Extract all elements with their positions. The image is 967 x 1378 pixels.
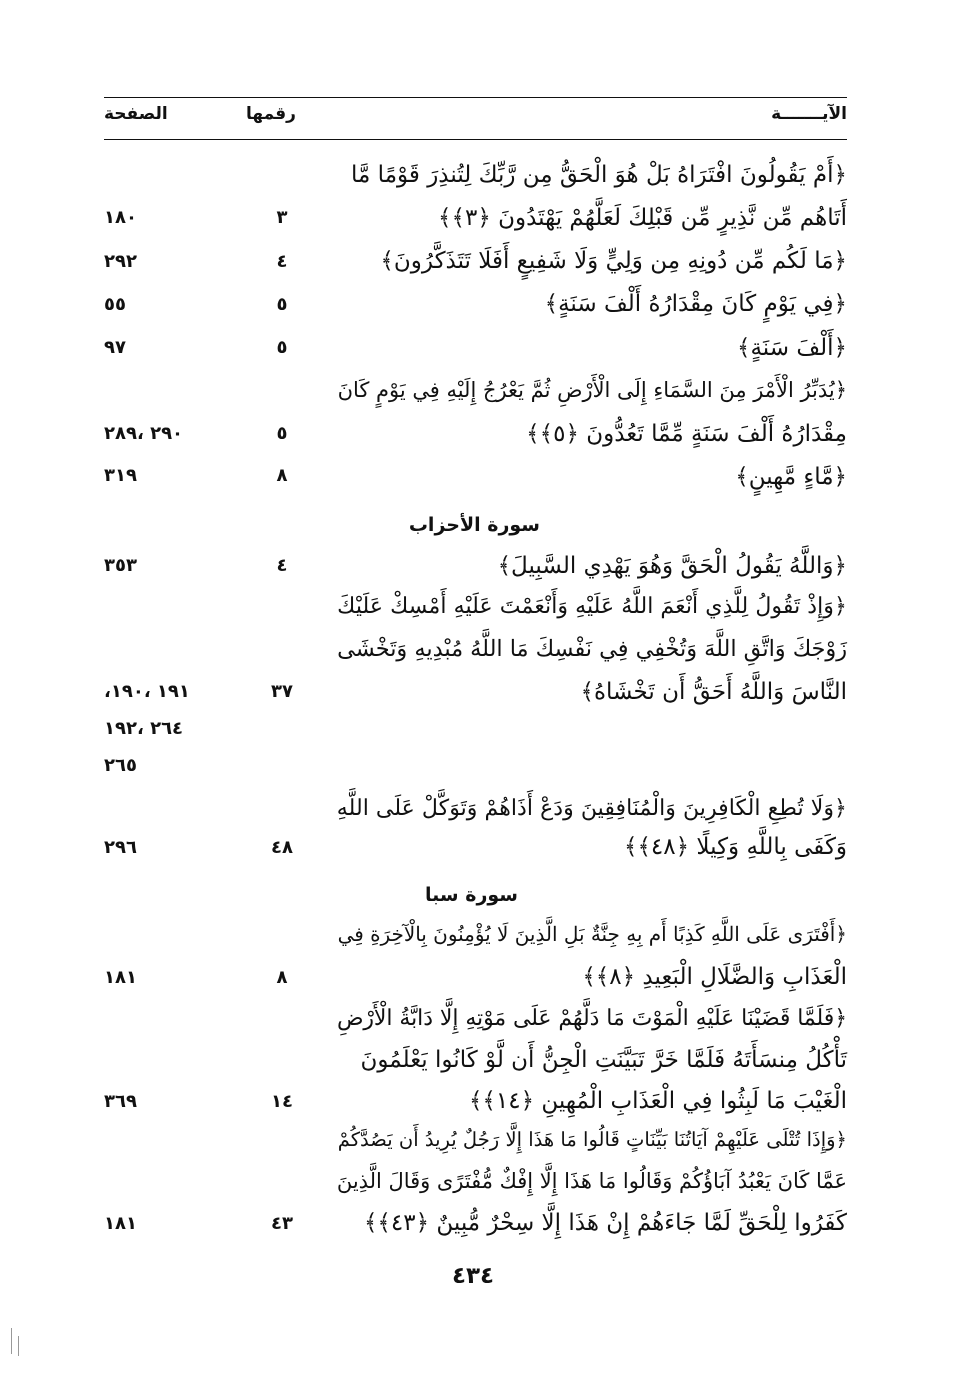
verse-line: ﴿أَمْ يَقُولُونَ افْتَرَاهُ بَلْ هُوَ الْحَقُّ مِن رَّبِّكَ لِتُنذِرَ قَوْمًا مَّا <box>351 162 847 188</box>
surah-heading: سورة سبا <box>425 884 518 906</box>
verse-line: ﴿فَلَمَّا قَضَيْنَا عَلَيْهِ الْمَوْتَ مَا دَلَّهُمْ عَلَى مَوْتِهِ إِلَّا دَابَّةُ الْأَرْضِ <box>336 1006 847 1031</box>
surah-heading: سورة الأحزاب <box>408 514 540 536</box>
page-ref: ٢٦٤ ،١٩٢ <box>104 718 184 739</box>
scan-mark <box>18 1336 19 1356</box>
verse-line: وَكَفَى بِاللَّهِ وَكِيلًا ﴿٤٨﴾﴾ <box>623 834 847 860</box>
page-ref: ١٨٠ <box>104 207 137 228</box>
verse-line: ﴿فِي يَوْمٍ كَانَ مِقْدَارُهُ أَلْفَ سَنَةٍ﴾ <box>544 291 847 317</box>
page-ref: ١٩١ ،١٩٠، <box>104 681 190 702</box>
verse-line: زَوْجَكَ وَاتَّقِ اللَّهَ وَتُخْفِي فِي نَفْسِكَ مَا اللَّهُ مُبْدِيهِ وَتَخْشَى <box>337 636 847 662</box>
verse-line: عَمَّا كَانَ يَعْبُدُ آبَاؤُكُمْ وَقَالُوا مَا هَذَا إِلَّا إِفْكٌ مُّفْتَرًى وَقَالَ الَّذِينَ <box>336 1169 847 1193</box>
ayah-number: ٤٣ <box>271 1213 293 1234</box>
header-page: الصفحة <box>104 104 168 124</box>
verse-line: الْغَيْبَ مَا لَبِثُوا فِي الْعَذَابِ الْمُهِينِ ﴿١٤﴾﴾ <box>468 1088 847 1114</box>
page-ref: ٥٥ <box>104 294 126 315</box>
verse-line: تَأْكُلُ مِنسَأَتَهُ فَلَمَّا خَرَّ تَبَيَّنَتِ الْجِنُّ أَن لَّوْ كَانُوا يَعْلَمُونَ <box>360 1047 847 1073</box>
verse-line: أَتَاهُم مِّن نَّذِيرٍ مِّن قَبْلِكَ لَعَلَّهُمْ يَهْتَدُونَ ﴿٣﴾﴾ <box>438 205 847 231</box>
verse-line: ﴿يُدَبِّرُ الْأَمْرَ مِنَ السَّمَاءِ إِلَى الْأَرْضِ ثُمَّ يَعْرُجُ إِلَيْهِ فِي يَوْمٍ كَانَ <box>337 378 847 402</box>
verse-line: ﴿وَلَا تُطِعِ الْكَافِرِينَ وَالْمُنَافِقِينَ وَدَعْ أَذَاهُمْ وَتَوَكَّلْ عَلَى اللَّهِ <box>336 795 847 821</box>
verse-line: ﴿وَإِذْ تَقُولُ لِلَّذِي أَنْعَمَ اللَّهُ عَلَيْهِ وَأَنْعَمْتَ عَلَيْهِ أَمْسِكْ عَلَيْكَ <box>337 593 847 619</box>
ayah-number: ٣٧ <box>271 681 293 702</box>
ayah-number: ٥ <box>276 423 288 444</box>
page-ref: ٢٩٦ <box>104 837 137 858</box>
ayah-number: ٥ <box>276 294 288 315</box>
verse-line: النَّاسَ وَاللَّهُ أَحَقُّ أَن تَخْشَاهُ﴾ <box>580 679 847 705</box>
verse-line: الْعَذَابِ وَالضَّلَالِ الْبَعِيدِ ﴿٨﴾﴾ <box>582 964 847 990</box>
ayah-number: ٤٨ <box>271 837 293 858</box>
page-ref: ١٨١ <box>104 967 137 988</box>
page-ref: ٣٥٣ <box>104 555 137 576</box>
ayah-number: ٥ <box>276 337 288 358</box>
page-ref: ٢٦٥ <box>104 755 137 776</box>
page-ref: ٣٦٩ <box>104 1091 137 1112</box>
ayah-number: ١٤ <box>271 1091 293 1112</box>
page-ref: ٢٩٢ <box>104 251 137 272</box>
scan-mark <box>11 1328 12 1354</box>
ayah-number: ٤ <box>276 555 288 576</box>
verse-line: ﴿مَا لَكُم مِّن دُونِهِ مِن وَلِيٍّ وَلَا شَفِيعٍ أَفَلَا تَتَذَكَّرُونَ﴾ <box>380 248 847 274</box>
verse-line: كَفَرُوا لِلْحَقِّ لَمَّا جَاءَهُمْ إِنْ هَذَا إِلَّا سِحْرٌ مُّبِينٌ ﴿٤٣﴾﴾ <box>363 1210 847 1236</box>
page-ref: ٢٩٠ ،٢٨٩ <box>104 423 184 444</box>
ayah-number: ٣ <box>276 207 288 228</box>
header-number: رقمها <box>246 104 296 124</box>
verse-line: مِقْدَارُهُ أَلْفَ سَنَةٍ مِّمَّا تَعُدُّونَ ﴿٥﴾﴾ <box>526 421 847 447</box>
page-number: ٤٣٤ <box>451 1263 495 1289</box>
header-rule <box>104 139 847 140</box>
page-ref: ٩٧ <box>104 337 126 358</box>
ayah-number: ٨ <box>276 465 288 486</box>
verse-line: ﴿أَفْتَرَى عَلَى اللَّهِ كَذِبًا أَم بِهِ جِنَّةٌ بَلِ الَّذِينَ لَا يُؤْمِنُونَ بِالْآخِرَةِ فِي <box>337 922 847 946</box>
page-ref: ١٨١ <box>104 1213 137 1234</box>
verse-line: ﴿مَّاءٍ مَّهِينٍ﴾ <box>735 464 847 490</box>
verse-line: ﴿وَإِذَا تُتْلَى عَلَيْهِمْ آيَاتُنَا بَيِّنَاتٍ قَالُوا مَا هَذَا إِلَّا رَجُلٌ يُرِيدُ أَن يَصُدَّكُمْ <box>337 1128 847 1151</box>
top-rule <box>104 97 847 98</box>
verse-line: ﴿وَاللَّهُ يَقُولُ الْحَقَّ وَهُوَ يَهْدِي السَّبِيلَ﴾ <box>497 553 847 579</box>
ayah-number: ٤ <box>276 251 288 272</box>
ayah-number: ٨ <box>276 967 288 988</box>
header-verse: الآيـــــــة <box>771 104 847 124</box>
page-ref: ٣١٩ <box>104 465 137 486</box>
verse-line: ﴿أَلْفَ سَنَةٍ﴾ <box>736 335 847 361</box>
